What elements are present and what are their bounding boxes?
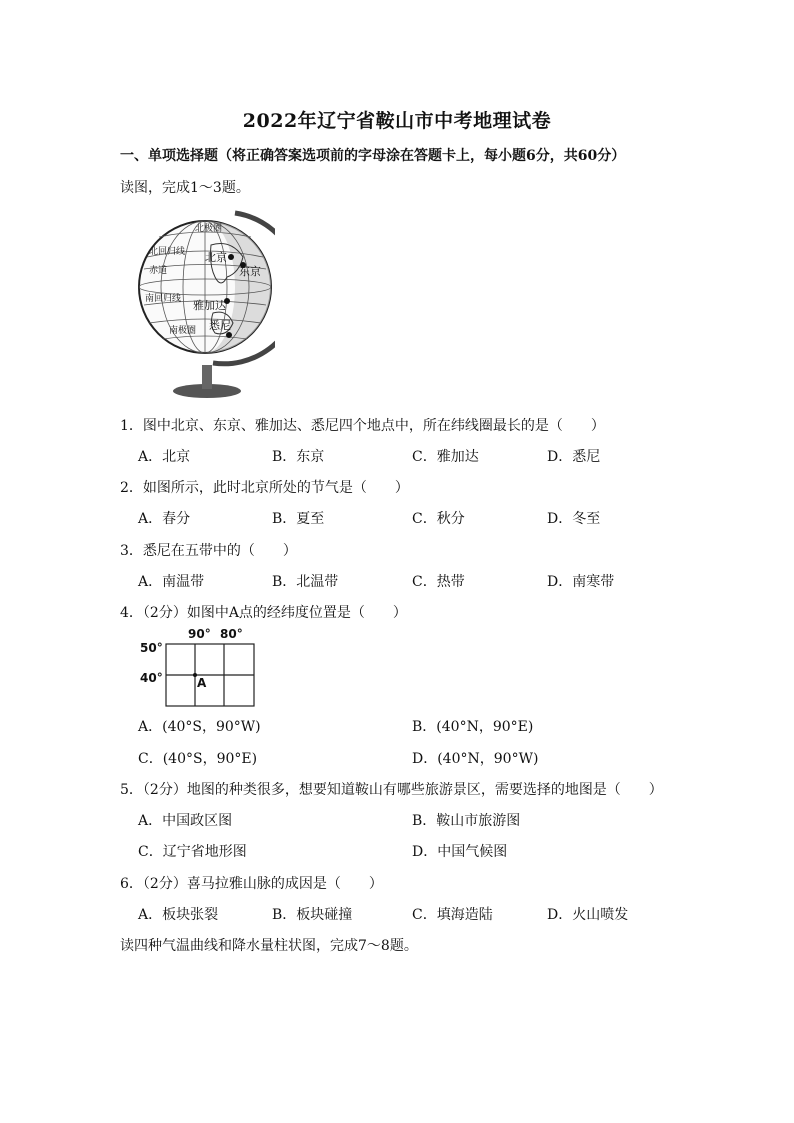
- label-beijing: 北京: [205, 251, 227, 264]
- q1-option-c[interactable]: C．雅加达: [412, 449, 479, 465]
- q4-option-a[interactable]: A．(40°S，90°W): [138, 719, 261, 735]
- label-tropic-cancer: 北回归线: [149, 247, 186, 257]
- q1-option-a[interactable]: A．北京: [138, 449, 191, 465]
- q4-option-b[interactable]: B．(40°N，90°E): [412, 719, 534, 735]
- label-sydney: 悉尼: [209, 319, 231, 332]
- q6-option-a[interactable]: A．板块张裂: [138, 907, 219, 923]
- lon-label-80: 80°: [220, 627, 243, 641]
- page-title: 2022年辽宁省鞍山市中考地理试卷: [242, 110, 552, 132]
- q4-option-c[interactable]: C．(40°S，90°E): [138, 751, 258, 767]
- question-1: 1．图中北京、东京、雅加达、悉尼四个地点中，所在纬线圈最长的是（ ）: [120, 418, 605, 434]
- lat-label-40: 40°: [140, 671, 163, 685]
- q1-option-b[interactable]: B．东京: [272, 449, 325, 465]
- question-6: 6．（2分）喜马拉雅山脉的成因是（ ）: [120, 876, 383, 892]
- q4-option-d[interactable]: D．(40°N，90°W): [412, 751, 539, 767]
- question-2: 2．如图所示，此时北京所处的节气是（ ）: [120, 480, 409, 496]
- question-4: 4．（2分）如图中A点的经纬度位置是（ ）: [120, 605, 407, 621]
- q3-option-a[interactable]: A．南温带: [138, 574, 205, 590]
- lat-label-50: 50°: [140, 641, 163, 655]
- label-equator: 赤道: [149, 266, 168, 276]
- q2-option-c[interactable]: C．秋分: [412, 511, 465, 527]
- q5-option-a[interactable]: A．中国政区图: [138, 813, 233, 829]
- lat-lon-grid: [166, 644, 254, 706]
- q6-option-b[interactable]: B．板块碰撞: [272, 907, 353, 923]
- question-3: 3．悉尼在五带中的（ ）: [120, 543, 297, 559]
- q3-option-b[interactable]: B．北温带: [272, 574, 339, 590]
- q3-option-d[interactable]: D．南寒带: [547, 574, 615, 590]
- label-tokyo: 东京: [239, 265, 261, 278]
- globe-figure: [135, 205, 275, 400]
- q6-option-d[interactable]: D．火山喷发: [547, 907, 629, 923]
- label-arctic: 北极圈: [195, 224, 223, 234]
- intro-text: 读图，完成1～3题。: [120, 180, 250, 196]
- label-tropic-capricorn: 南回归线: [145, 294, 182, 304]
- lat-lon-grid-figure: [136, 624, 266, 708]
- intro-text-2: 读四种气温曲线和降水量柱状图，完成7～8题。: [120, 938, 418, 954]
- q2-option-d[interactable]: D．冬至: [547, 511, 601, 527]
- q2-option-b[interactable]: B．夏至: [272, 511, 325, 527]
- q5-option-c[interactable]: C．辽宁省地形图: [138, 844, 247, 860]
- point-a-label: A: [197, 676, 207, 690]
- beijing-dot: [228, 254, 234, 260]
- q5-option-d[interactable]: D．中国气候图: [412, 844, 508, 860]
- q2-option-a[interactable]: A．春分: [138, 511, 191, 527]
- q3-option-c[interactable]: C．热带: [412, 574, 465, 590]
- sydney-dot: [226, 332, 232, 338]
- q5-option-b[interactable]: B．鞍山市旅游图: [412, 813, 521, 829]
- lon-label-90: 90°: [188, 627, 211, 641]
- question-5: 5．（2分）地图的种类很多，想要知道鞍山有哪些旅游景区，需要选择的地图是（ ）: [120, 782, 663, 798]
- label-antarctic: 南极圈: [169, 326, 197, 336]
- q6-option-c[interactable]: C．填海造陆: [412, 907, 493, 923]
- q1-option-d[interactable]: D．悉尼: [547, 449, 601, 465]
- label-jakarta: 雅加达: [193, 299, 226, 312]
- section-heading: 一、单项选择题（将正确答案选项前的字母涂在答题卡上，每小题6分，共60分）: [120, 148, 626, 164]
